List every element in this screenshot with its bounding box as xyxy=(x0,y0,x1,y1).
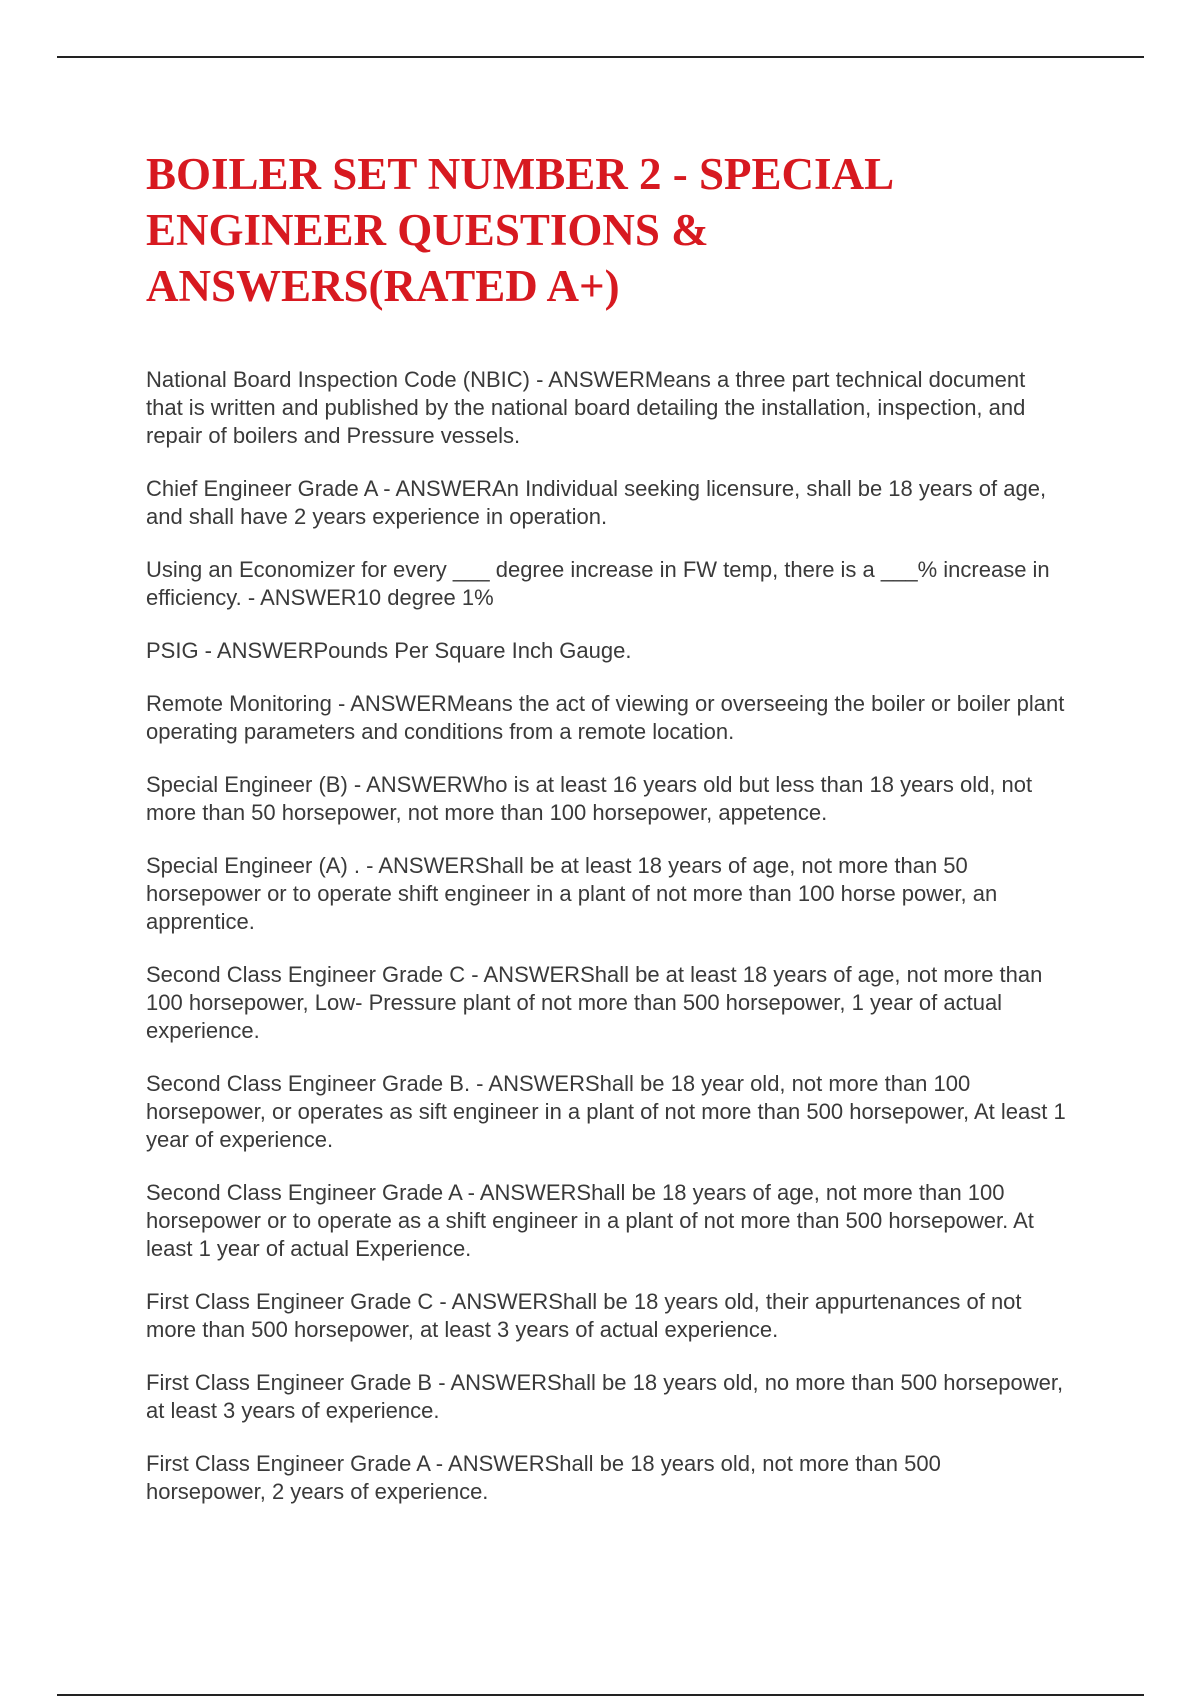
document-title: BOILER SET NUMBER 2 - SPECIAL ENGINEER QUESTIONS & ANSWERS(RATED A+) xyxy=(146,149,892,311)
qa-entry: Remote Monitoring - ANSWERMeans the act of viewing or overseeing the boiler or boiler plant operating parameters and conditions from a remote location. xyxy=(146,691,1065,744)
qa-entry: Second Class Engineer Grade C - ANSWERShall be at least 18 years of age, not more than 100 horsepower, Low- Pressure plant of not more than 500 horsepower, 1 year of actual experience. xyxy=(146,962,1043,1043)
qa-entry: First Class Engineer Grade C - ANSWERShall be 18 years old, their appurtenances of not more than 500 horsepower, at least 3 years of actual experience. xyxy=(146,1289,1022,1342)
qa-entry: Second Class Engineer Grade A - ANSWERShall be 18 years of age, not more than 100 horsepower or to operate as a shift engineer in a plant of not more than 500 horsepower. At least 1 year of actual Experience. xyxy=(146,1180,1034,1261)
qa-entry: First Class Engineer Grade A - ANSWERShall be 18 years old, not more than 500 horsepower, 2 years of experience. xyxy=(146,1451,941,1504)
qa-entry: Chief Engineer Grade A - ANSWERAn Individual seeking licensure, shall be 18 years of age, and shall have 2 years experience in operation. xyxy=(146,476,1047,529)
qa-entry: Special Engineer (A) . - ANSWERShall be at least 18 years of age, not more than 50 horsepower or to operate shift engineer in a plant of not more than 100 horse power, an apprentice. xyxy=(146,853,998,934)
qa-entry: Using an Economizer for every ___ degree increase in FW temp, there is a ___% increase in efficiency. - ANSWER10 degree 1% xyxy=(146,557,1050,610)
qa-entry: Second Class Engineer Grade B. - ANSWERShall be 18 year old, not more than 100 horsepower, or operates as sift engineer in a plant of not more than 500 horsepower, At least 1 year of experience. xyxy=(146,1071,1066,1152)
qa-entry: PSIG - ANSWERPounds Per Square Inch Gauge. xyxy=(146,638,632,663)
bottom-divider xyxy=(57,1694,1144,1696)
qa-list xyxy=(146,366,1066,1531)
qa-entry: National Board Inspection Code (NBIC) - ANSWERMeans a three part technical document that is written and published by the national board detailing the installation, inspection, and repair of boilers and Pressure vessels. xyxy=(146,367,1026,448)
qa-entry: First Class Engineer Grade B - ANSWERShall be 18 years old, no more than 500 horsepower, at least 3 years of experience. xyxy=(146,1370,1064,1423)
top-divider xyxy=(57,56,1144,58)
qa-entry: Special Engineer (B) - ANSWERWho is at least 16 years old but less than 18 years old, not more than 50 horsepower, not more than 100 horsepower, appetence. xyxy=(146,772,1033,825)
